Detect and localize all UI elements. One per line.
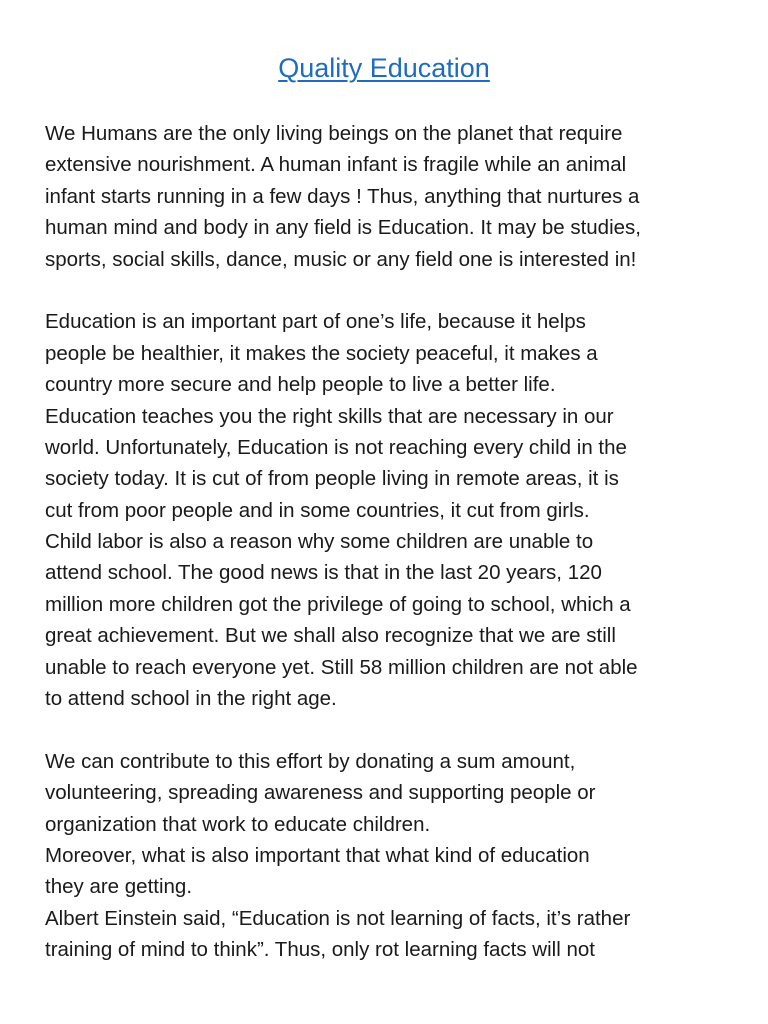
- text-line: attend school. The good news is that in the last 20 years, 120: [45, 561, 602, 585]
- text-line: Education teaches you the right skills that are necessary in our: [45, 404, 614, 428]
- paragraph-3: [45, 746, 735, 966]
- text-line: to attend school in the right age.: [45, 687, 337, 711]
- document-body: [45, 118, 735, 966]
- text-line: people be healthier, it makes the society peaceful, it makes a: [45, 341, 598, 365]
- text-line: training of mind to think”. Thus, only rot learning facts will not: [45, 938, 595, 962]
- text-line: organization that work to educate children.: [45, 812, 431, 836]
- text-line: world. Unfortunately, Education is not reaching every child in the: [45, 435, 627, 459]
- text-line: great achievement. But we shall also recognize that we are still: [45, 624, 616, 648]
- page-title: Quality Education: [278, 53, 490, 83]
- text-line: unable to reach everyone yet. Still 58 million children are not able: [45, 655, 638, 679]
- paragraph-2: [45, 306, 735, 714]
- text-line: Albert Einstein said, “Education is not learning of facts, it’s rather: [45, 906, 631, 930]
- text-line: Moreover, what is also important that what kind of education: [45, 843, 590, 867]
- text-line: extensive nourishment. A human infant is fragile while an animal: [45, 153, 627, 177]
- text-line: society today. It is cut of from people living in remote areas, it is: [45, 467, 619, 491]
- text-line: Education is an important part of one’s life, because it helps: [45, 310, 586, 334]
- paragraph-gap: [45, 714, 735, 745]
- text-line: they are getting.: [45, 875, 193, 899]
- text-line: million more children got the privilege of going to school, which a: [45, 592, 631, 616]
- text-line: sports, social skills, dance, music or any field one is interested in!: [45, 247, 637, 271]
- paragraph-1: [45, 118, 735, 275]
- text-line: We Humans are the only living beings on the planet that require: [45, 122, 623, 145]
- text-line: We can contribute to this effort by donating a sum amount,: [45, 749, 576, 773]
- text-line: infant starts running in a few days ! Thus, anything that nurtures a: [45, 184, 640, 208]
- text-line: human mind and body in any field is Education. It may be studies,: [45, 216, 641, 240]
- text-line: volunteering, spreading awareness and supporting people or: [45, 781, 596, 805]
- text-line: cut from poor people and in some countries, it cut from girls.: [45, 498, 590, 522]
- text-line: country more secure and help people to live a better life.: [45, 373, 556, 397]
- text-line: Child labor is also a reason why some children are unable to: [45, 530, 594, 554]
- paragraph-gap: [45, 275, 735, 306]
